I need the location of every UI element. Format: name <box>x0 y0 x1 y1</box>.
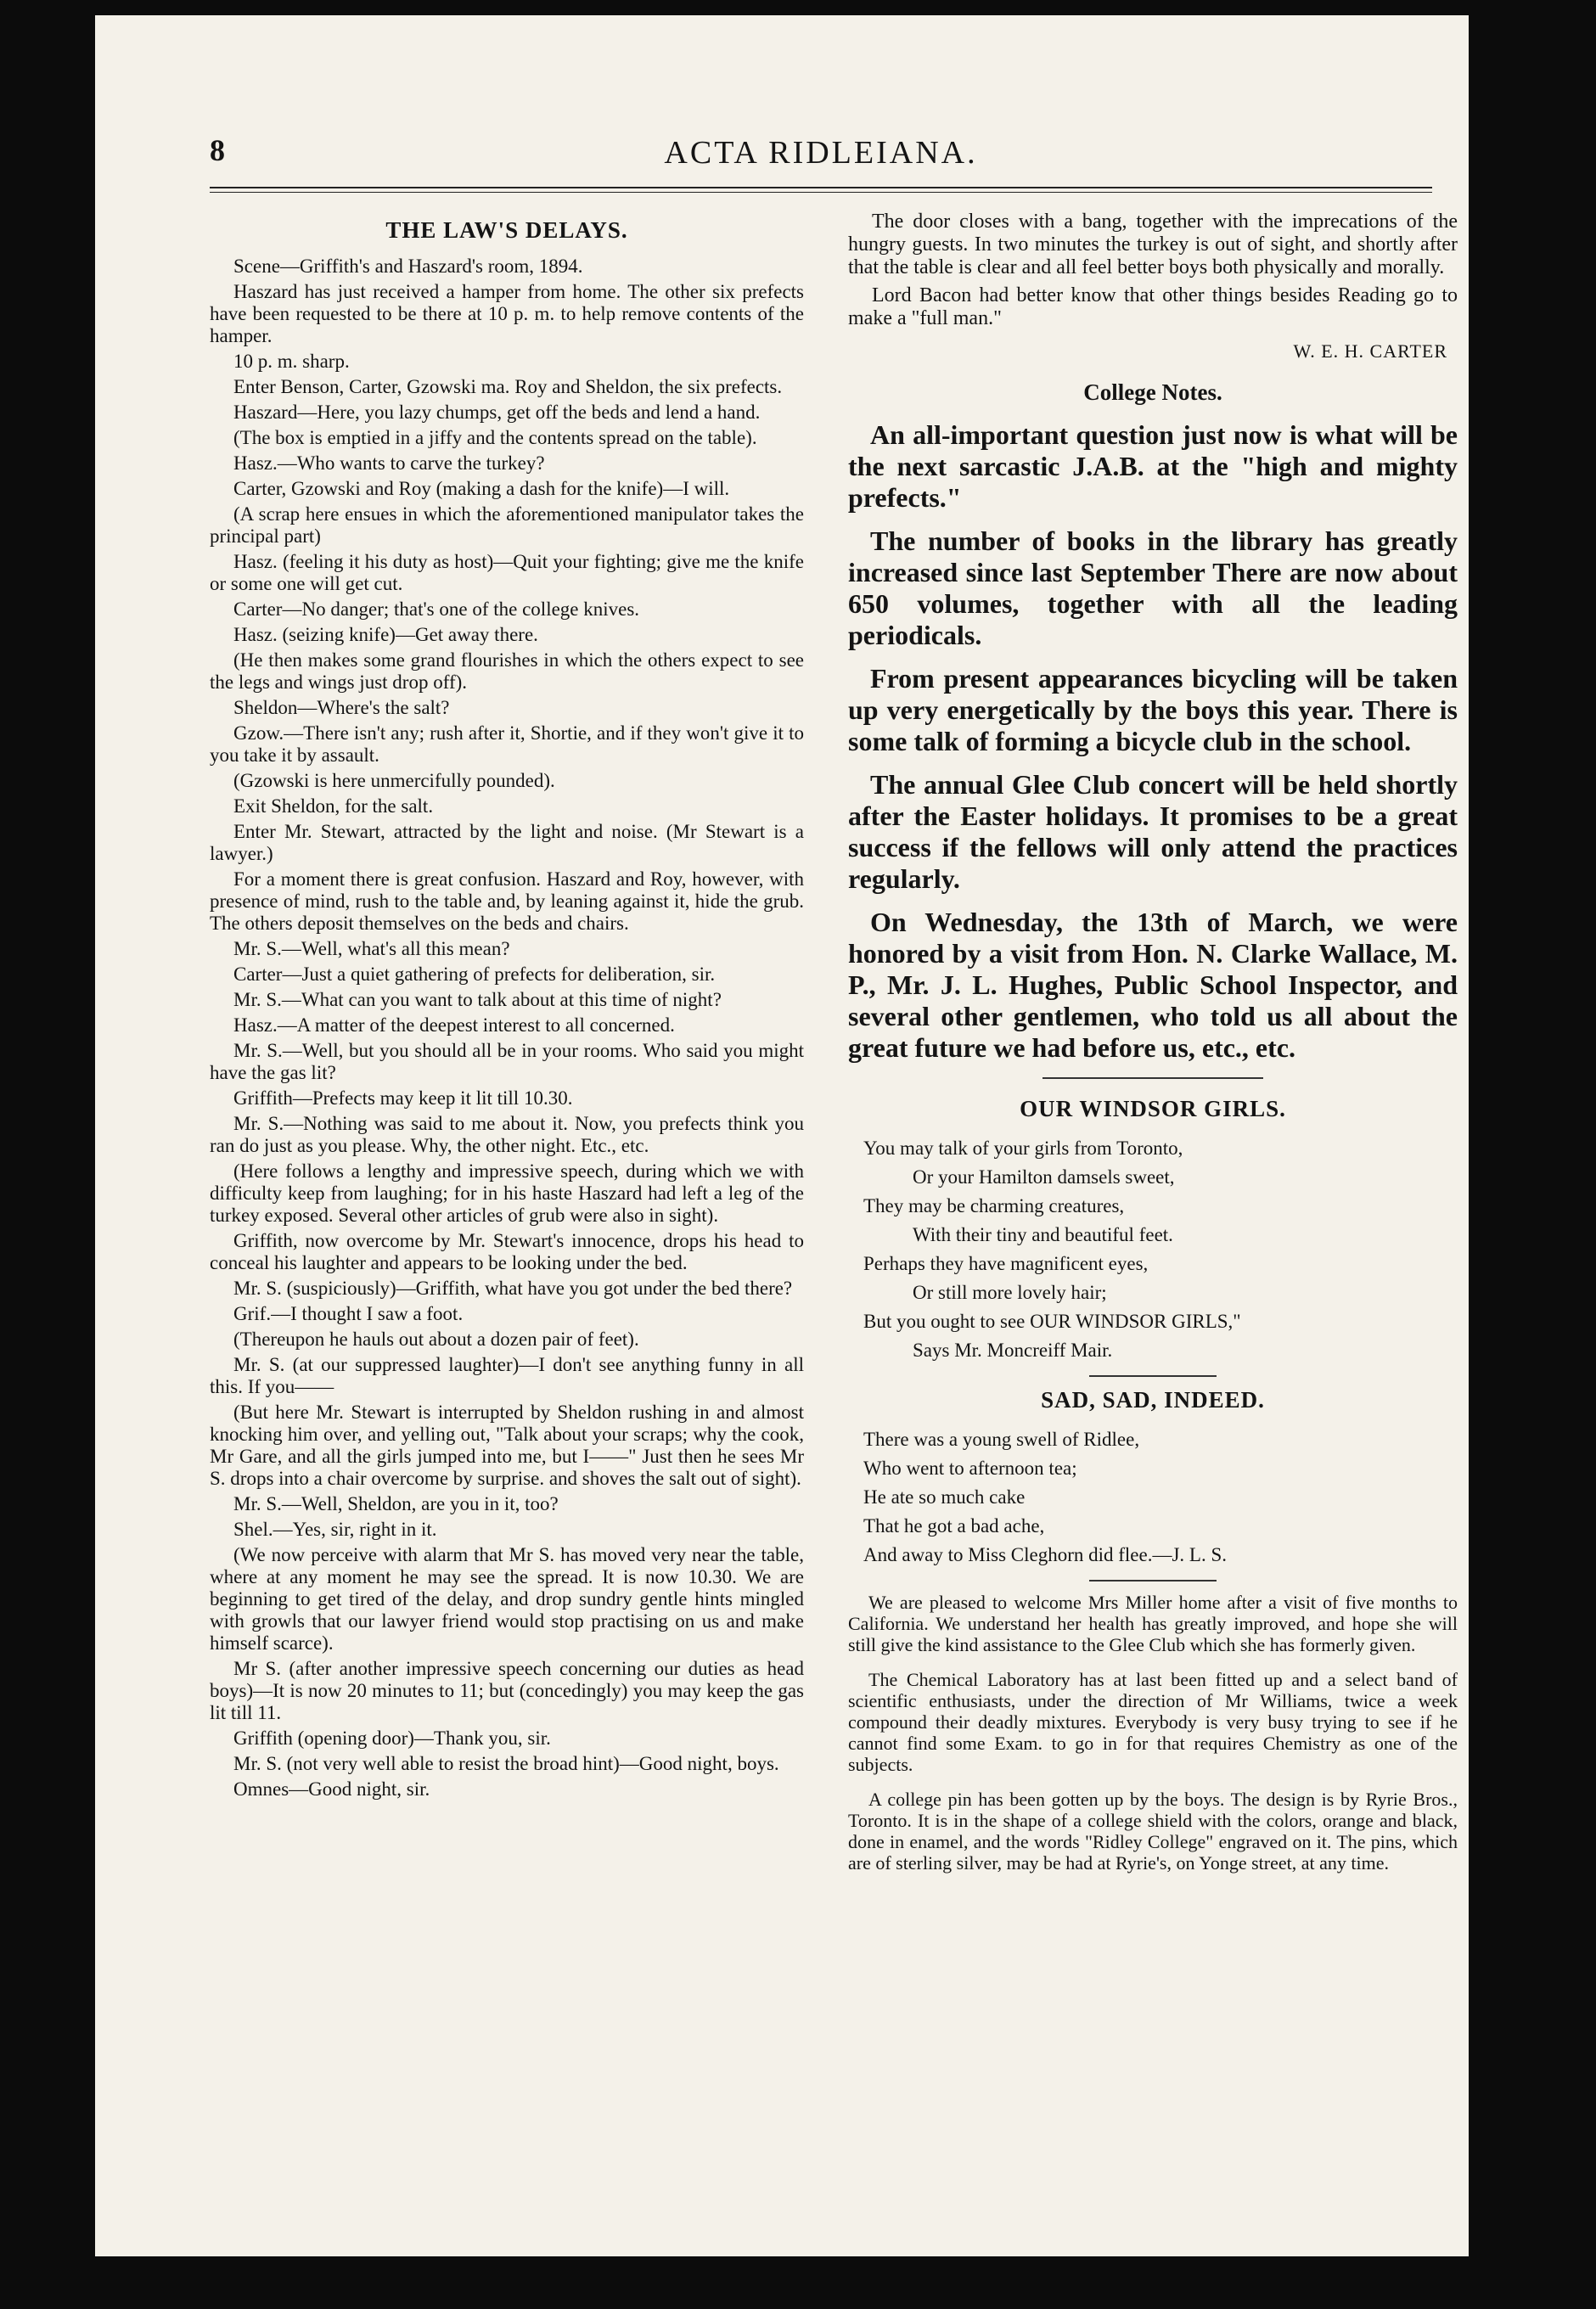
article-paragraph: (The box is emptied in a jiffy and the contents spread on the table). <box>233 427 757 448</box>
article-paragraph: Haszard—Here, you lazy chumps, get off the beds and lend a hand. <box>233 402 761 423</box>
poem-line: They may be charming creatures, <box>863 1195 1125 1216</box>
news-paragraph: A college pin has been gotten up by the boys. The design is by Ryrie Bros., Toronto. It is in the shape of a college shield with the colors, orange and black, done in enamel, and the words "Ridley College" engraved on it. The pins, which are of sterling silver, may be had at Ryrie's, on Yonge street, at any time. <box>848 1789 1458 1874</box>
college-notes-body <box>848 419 1458 1064</box>
section-divider <box>1042 1077 1263 1079</box>
left-column <box>210 211 804 1804</box>
running-title: ACTA RIDLEIANA. <box>664 135 978 171</box>
poem-line: With their tiny and beautiful feet. <box>913 1224 1173 1245</box>
article-paragraph: For a moment there is great confusion. Haszard and Roy, however, with presence of mind, rush to the table and, by leaning against it, hide the grub. The others deposit themselves on the beds and chairs. <box>210 868 804 934</box>
article-paragraph: Sheldon—Where's the salt? <box>233 697 450 718</box>
poem-line: He ate so much cake <box>863 1486 1026 1508</box>
article-paragraph: Carter, Gzowski and Roy (making a dash for the knife)—I will. <box>233 478 730 499</box>
poem-title-windsor: OUR WINDSOR GIRLS. <box>1020 1096 1286 1121</box>
article-paragraph: Hasz. (seizing knife)—Get away there. <box>233 624 538 645</box>
article-title: THE LAW'S DELAYS. <box>385 217 628 243</box>
article-continuation <box>848 211 1458 330</box>
article-body <box>210 256 804 1801</box>
article-paragraph: Mr. S.—Well, what's all this mean? <box>233 938 510 959</box>
article-paragraph: Hasz. (feeling it his duty as host)—Quit your fighting; give me the knife or some one will get cut. <box>210 551 804 594</box>
article-paragraph: (Here follows a lengthy and impressive speech, during which we with difficulty keep from laughing; for in his haste Haszard had left a leg of the turkey exposed. Several other articles of grub were also in sight). <box>210 1160 804 1226</box>
article-paragraph: Haszard has just received a hamper from home. The other six prefects have been requested to be there at 10 p. m. to help remove contents of the hamper. <box>210 281 804 346</box>
poem-line: Says Mr. Moncreiff Mair. <box>913 1340 1113 1361</box>
page-header <box>210 132 1432 183</box>
poem-windsor <box>863 1134 1458 1365</box>
page <box>95 15 1469 2256</box>
article-paragraph: Hasz.—Who wants to carve the turkey? <box>233 452 545 474</box>
article-paragraph: Mr. S. (not very well able to resist the broad hint)—Good night, boys. <box>233 1753 779 1774</box>
news-paragraph: We are pleased to welcome Mrs Miller home after a visit of five months to California. We understand her health has greatly improved, and hope she will still give the kind assistance to the Glee Club which she has formerly given. <box>848 1592 1458 1655</box>
article-paragraph: (Gzowski is here unmercifully pounded). <box>233 770 555 791</box>
article-paragraph: (But here Mr. Stewart is interrupted by Sheldon rushing in and almost knocking him over, and yelling out, "Talk about your scraps; why the cook, Mr Gare, and all the girls jumped into me, but I——" Just then he sees Mr S. drops into a chair overcome by surprise. and shoves the salt out of sight). <box>210 1402 804 1489</box>
poem-sad <box>863 1425 1458 1570</box>
article-paragraph: Mr S. (after another impressive speech concerning our duties as head boys)—It is now 20 minutes to 11; but (concedingly) you may keep the gas lit till 11. <box>210 1658 804 1723</box>
article-signature: W. E. H. CARTER <box>1293 340 1447 362</box>
article-paragraph: Carter—Just a quiet gathering of prefects for deliberation, sir. <box>233 963 716 985</box>
article-paragraph: (A scrap here ensues in which the aforementioned manipulator takes the principal part) <box>210 503 804 547</box>
college-notes-title: College Notes. <box>1083 379 1222 405</box>
article-paragraph: Enter Mr. Stewart, attracted by the light and noise. (Mr Stewart is a lawyer.) <box>210 821 804 864</box>
poem-line: There was a young swell of Ridlee, <box>863 1429 1140 1450</box>
college-note: The number of books in the library has greatly increased since last September There are now about 650 volumes, together with all the leading periodicals. <box>848 525 1458 650</box>
article-paragraph: (He then makes some grand flourishes in which the others expect to see the legs and wings just drop off). <box>210 649 804 693</box>
article-paragraph: Omnes—Good night, sir. <box>233 1778 430 1800</box>
poem-line: Or still more lovely hair; <box>913 1282 1107 1303</box>
article-paragraph: Gzow.—There isn't any; rush after it, Shortie, and if they won't give it to you take it by assault. <box>210 722 804 766</box>
poem-line: You may talk of your girls from Toronto, <box>863 1138 1183 1159</box>
article-paragraph: Griffith, now overcome by Mr. Stewart's innocence, drops his head to conceal his laughter and appears to be looking under the bed. <box>210 1230 804 1273</box>
article-paragraph: Mr. S. (suspiciously)—Griffith, what have you got under the bed there? <box>233 1278 793 1299</box>
page-number: 8 <box>210 133 225 167</box>
article-paragraph: Griffith—Prefects may keep it lit till 10.30. <box>233 1087 573 1109</box>
article-paragraph: Exit Sheldon, for the salt. <box>233 795 434 817</box>
poem-title-sad: SAD, SAD, INDEED. <box>1041 1387 1265 1413</box>
article-paragraph: Shel.—Yes, sir, right in it. <box>233 1519 437 1540</box>
article-paragraph: Mr. S.—What can you want to talk about at this time of night? <box>233 989 722 1010</box>
poem-line: But you ought to see OUR WINDSOR GIRLS," <box>863 1311 1241 1332</box>
article-paragraph: Mr. S.—Well, but you should all be in your rooms. Who said you might have the gas lit? <box>210 1040 804 1083</box>
article-paragraph: 10 p. m. sharp. <box>233 351 350 372</box>
article-paragraph: Carter—No danger; that's one of the college knives. <box>233 598 640 620</box>
article-paragraph: Mr. S. (at our suppressed laughter)—I don't see anything funny in all this. If you—— <box>210 1354 804 1397</box>
section-divider <box>1089 1580 1217 1581</box>
article-paragraph: Mr. S.—Well, Sheldon, are you in it, too? <box>233 1493 559 1514</box>
poem-line: That he got a bad ache, <box>863 1515 1045 1537</box>
college-note: An all-important question just now is what will be the next sarcastic J.A.B. at the "high and mighty prefects." <box>848 419 1458 513</box>
college-note: The annual Glee Club concert will be held shortly after the Easter holidays. It promises to be a great success if the fellows will only attend the practices regularly. <box>848 769 1458 894</box>
header-rule <box>210 187 1432 188</box>
news-items <box>848 1592 1458 1874</box>
article-paragraph: Griffith (opening door)—Thank you, sir. <box>233 1728 551 1749</box>
college-note: From present appearances bicycling will be taken up very energetically by the boys this year. There is some talk of forming a bicycle club in the school. <box>848 663 1458 756</box>
header-rule-thin <box>210 192 1432 193</box>
article-paragraph: (Thereupon he hauls out about a dozen pair of feet). <box>233 1329 639 1350</box>
article-paragraph: Grif.—I thought I saw a foot. <box>233 1303 464 1324</box>
section-divider <box>1089 1375 1217 1377</box>
article-paragraph: Mr. S.—Nothing was said to me about it. Now, you prefects think you ran do just as you please. Why, the other night. Etc., etc. <box>210 1113 804 1156</box>
news-paragraph: The Chemical Laboratory has at last been fitted up and a select band of scientific enthusiasts, under the direction of Mr Williams, twice a week compound their deadly mixtures. Everybody is very busy trying to see if he cannot find some Exam. to go in for that requires Chemistry as one of the subjects. <box>848 1669 1458 1775</box>
poem-line: Perhaps they have magnificent eyes, <box>863 1253 1149 1274</box>
poem-line: And away to Miss Cleghorn did flee.—J. L. S. <box>863 1544 1228 1565</box>
article-paragraph: Scene—Griffith's and Haszard's room, 1894. <box>233 256 583 277</box>
right-column <box>848 211 1458 1887</box>
poem-line: Who went to afternoon tea; <box>863 1458 1077 1479</box>
article-paragraph: Enter Benson, Carter, Gzowski ma. Roy and Sheldon, the six prefects. <box>233 376 783 397</box>
college-note: On Wednesday, the 13th of March, we were honored by a visit from Hon. N. Clarke Wallace, M. P., Mr. J. L. Hughes, Public School Inspector, and several other gentlemen, who told us all about the great future we had before us, etc., etc. <box>848 907 1458 1063</box>
article-paragraph: Lord Bacon had better know that other things besides Reading go to make a "full man." <box>848 284 1458 329</box>
article-paragraph: Hasz.—A matter of the deepest interest to all concerned. <box>233 1014 675 1036</box>
article-paragraph: The door closes with a bang, together with the imprecations of the hungry guests. In two minutes the turkey is out of sight, and shortly after that the table is clear and all feel better boys both physically and morally. <box>848 211 1458 278</box>
poem-line: Or your Hamilton damsels sweet, <box>913 1166 1175 1188</box>
article-paragraph: (We now perceive with alarm that Mr S. has moved very near the table, where at any moment he may see the spread. It is now 10.30. We are beginning to get tired of the delay, and drop sundry gentle hints mingled with growls that our lawyer friend would stop practising on us and make himself scarce). <box>210 1544 804 1654</box>
